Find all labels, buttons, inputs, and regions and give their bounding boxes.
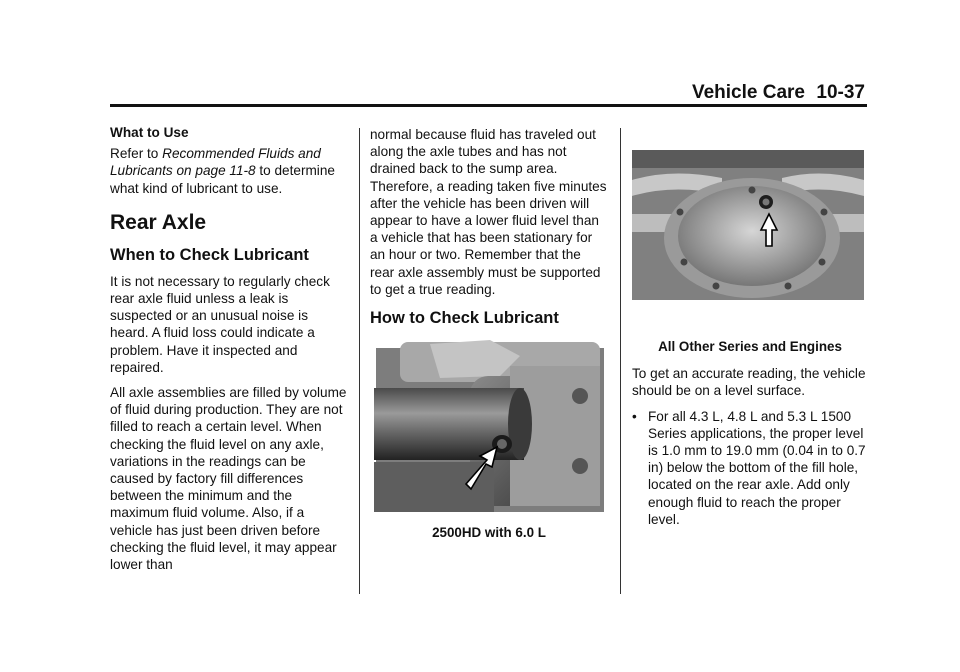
column-1 — [110, 124, 350, 581]
how-to-check-heading: How to Check Lubricant — [370, 309, 559, 328]
paragraph: normal because fluid has traveled out along the axle tubes and has not drained back to the sump area. Therefore, a reading taken five minutes after the vehicle has been driven will appear to have a lower fluid level than a vehicle that has been stationary for an hour or two. Remember that the rear axle assembly must be supported to get a true reading. — [370, 127, 607, 297]
list-item — [632, 408, 868, 528]
column-3 — [632, 126, 868, 528]
bullet-list — [632, 408, 868, 528]
refer-paragraph — [110, 145, 350, 197]
paragraph: All axle assemblies are filled by volume of fluid during production. They are not filled to reach a certain level. When checking the fluid level on any axle, variations in the readings can be caused by factory fill differences between the minimum and the maximum fluid volume. Also, if a vehicle has just been driven before checking the fluid level, it may appear lower than — [110, 385, 347, 573]
page-header — [110, 82, 865, 106]
paragraph: To get an accurate reading, the vehicle should be on a level surface. — [632, 366, 866, 399]
what-to-use-heading: What to Use — [110, 125, 189, 140]
column-2 — [370, 126, 608, 551]
refer-suffix: to determine what kind of lubricant to use. — [110, 163, 335, 196]
cross-reference-link[interactable]: Recommended Fluids and Lubricants on page 11-8 — [110, 146, 321, 179]
axle-2500hd-figure — [370, 336, 606, 516]
rear-axle-heading: Rear Axle — [110, 210, 207, 234]
paragraph: It is not necessary to regularly check rear axle fluid unless a leak is suspected or an unusual noise is heard. A fluid loss could indicate a problem. Have it inspected and repaired. — [110, 273, 330, 375]
refer-prefix: Refer to — [110, 146, 163, 162]
header-rule — [110, 104, 867, 107]
figure-caption: All Other Series and Engines — [658, 339, 842, 354]
list-item-text: For all 4.3 L, 4.8 L and 5.3 L 1500 Series applications, the proper level is 1.0 mm to 19.0 mm (0.04 in to 0.7 in) below the bottom of the fill hole, located on the rear axle. Add only enough fluid to reach the proper level. — [648, 408, 866, 527]
column-divider — [359, 128, 360, 594]
bullet-symbol: • — [632, 408, 637, 424]
axle-other-series-figure — [632, 150, 864, 330]
page-number: 10-37 — [816, 82, 865, 103]
section-title: Vehicle Care — [691, 82, 805, 103]
when-to-check-heading: When to Check Lubricant — [110, 245, 309, 264]
column-divider — [620, 128, 621, 594]
figure-caption: 2500HD with 6.0 L — [432, 525, 546, 541]
